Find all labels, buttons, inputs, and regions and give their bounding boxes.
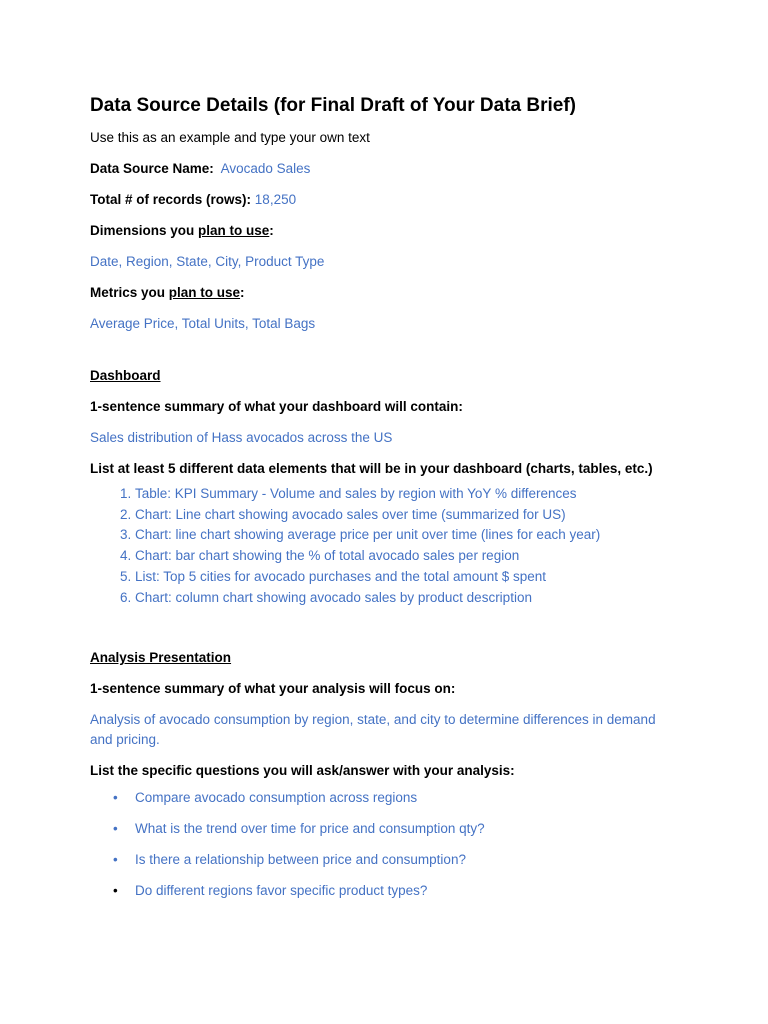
list-item xyxy=(90,881,678,901)
question-text: What is the trend over time for price and consumption qty? xyxy=(135,821,485,837)
dashboard-elements-list xyxy=(90,484,678,608)
intro-text: Use this as an example and type your own text xyxy=(90,130,370,145)
list-item: 6. Chart: column chart showing avocado sales by product description xyxy=(135,588,678,609)
document-title: Data Source Details (for Final Draft of Your Data Brief) xyxy=(90,95,576,116)
metrics-underline: plan to use xyxy=(168,285,241,300)
bullet-icon: • xyxy=(113,852,118,868)
list-item: 1. Table: KPI Summary - Volume and sales by region with YoY % differences xyxy=(135,484,678,505)
metrics-suffix: : xyxy=(240,285,245,300)
list-item xyxy=(90,788,678,808)
records-row xyxy=(90,190,678,210)
dashboard-elements-label: List at least 5 different data elements that will be in your dashboard (charts, tables, etc.) xyxy=(90,461,653,476)
dimensions-prefix: Dimensions you xyxy=(90,223,199,238)
question-text: Do different regions favor specific product types? xyxy=(135,883,428,899)
spacer xyxy=(90,608,678,648)
dashboard-heading: Dashboard xyxy=(90,368,161,383)
analysis-questions-label: List the specific questions you will ask/answer with your analysis: xyxy=(90,763,515,779)
metrics-label xyxy=(90,283,678,303)
data-source-name-row xyxy=(90,159,678,179)
question-text: Is there a relationship between price and consumption? xyxy=(135,852,466,868)
dashboard-summary-label: 1-sentence summary of what your dashboard will contain: xyxy=(90,399,463,414)
records-value: 18,250 xyxy=(254,192,297,207)
list-item: 4. Chart: bar chart showing the % of total avocado sales per region xyxy=(135,546,678,567)
metrics-value: Average Price, Total Units, Total Bags xyxy=(90,316,316,331)
data-source-name-value: Avocado Sales xyxy=(220,161,311,176)
list-item xyxy=(90,819,678,839)
analysis-summary-value: Analysis of avocado consumption by region, state, and city to determine differences in demand and pricing. xyxy=(90,712,656,748)
dashboard-summary-value: Sales distribution of Hass avocados across the US xyxy=(90,430,393,445)
dimensions-suffix: : xyxy=(269,223,274,238)
question-text: Compare avocado consumption across regions xyxy=(135,790,418,806)
list-item: 2. Chart: Line chart showing avocado sales over time (summarized for US) xyxy=(135,505,678,526)
bullet-icon: • xyxy=(113,821,118,837)
list-item: 3. Chart: line chart showing average price per unit over time (lines for each year) xyxy=(135,525,678,546)
dimensions-value: Date, Region, State, City, Product Type xyxy=(90,254,325,269)
data-source-name-label: Data Source Name: xyxy=(90,161,214,176)
metrics-prefix: Metrics you xyxy=(90,285,169,300)
list-item xyxy=(90,850,678,870)
analysis-summary-label: 1-sentence summary of what your analysis will focus on: xyxy=(90,681,456,697)
dimensions-underline: plan to use xyxy=(198,223,270,238)
spacer xyxy=(90,345,678,366)
analysis-heading: Analysis Presentation xyxy=(90,650,232,666)
analysis-questions-list xyxy=(90,788,678,901)
list-item: 5. List: Top 5 cities for avocado purchases and the total amount $ spent xyxy=(135,567,678,588)
records-label: Total # of records (rows): xyxy=(90,192,252,207)
bullet-icon: • xyxy=(113,883,118,899)
dimensions-label xyxy=(90,221,678,241)
bullet-icon: • xyxy=(113,790,118,806)
